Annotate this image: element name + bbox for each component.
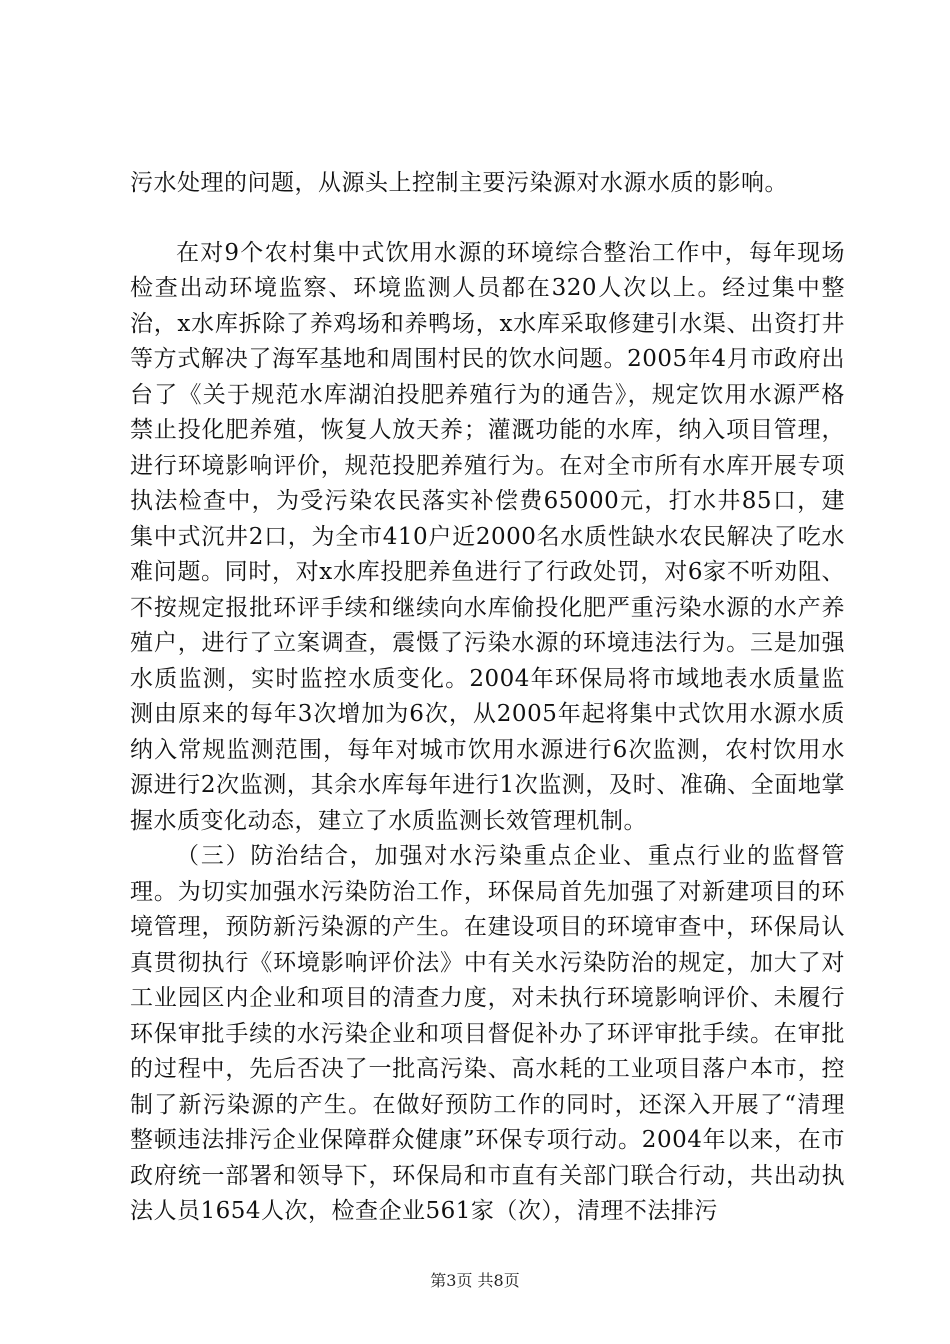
page-number-footer: 第3页 共8页 bbox=[430, 1271, 520, 1290]
document-body bbox=[130, 166, 845, 1230]
paragraph-prevention-and-control: （三）防治结合，加强对水污染重点企业、重点行业的监督管理。为切实加强水污染防治工作，环保局首先加强了对新建项目的环境管理，预防新污染源的产生。在建设项目的环境审查中，环保局认真贯彻执行《环境影响评价法》中有关水污染防治的规定，加大了对工业园区内企业和项目的清查力度，对未执行环境影响评价、未履行环保审批手续的水污染企业和项目督促补办了环评审批手续。在审批的过程中，先后否决了一批高污染、高水耗的工业项目落户本市，控制了新污染源的产生。在做好预防工作的同时，还深入开展了“清理整顿违法排污企业保障群众健康”环保专项行动。2004年以来，在市政府统一部署和领导下，环保局和市直有关部门联合行动，共出动执法人员1654人次，检查企业561家（次），清理不法排污 bbox=[130, 843, 845, 1224]
paragraph-rural-water-sources: 在对9个农村集中式饮用水源的环境综合整治工作中，每年现场检查出动环境监察、环境监测人员都在320人次以上。经过集中整治，x水库拆除了养鸡场和养鸭场，x水库采取修建引水渠、出资打井等方式解决了海军基地和周围村民的饮水问题。2005年4月市政府出台了《关于规范水库湖泊投肥养殖行为的通告》，规定饮用水源严格禁止投化肥养殖，恢复人放天养；灌溉功能的水库，纳入项目管理，进行环境影响评价，规范投肥养殖行为。在对全市所有水库开展专项执法检查中，为受污染农民落实补偿费65000元，打水井85口，建集中式沉井2口，为全市410户近2000名水质性缺水农民解决了吃水难问题。同时，对x水库投肥养鱼进行了行政处罚，对6家不听劝阻、不按规定报批环评手续和继续向水库偷投化肥严重污染水源的水产养殖户，进行了立案调查，震慑了污染水源的环境违法行为。三是加强水质监测，实时监控水质变化。2004年环保局将市域地表水质量监测由原来的每年3次增加为6次，从2005年起将集中式饮用水源水质纳入常规监测范围，每年对城市饮用水源进行6次监测，农村饮用水源进行2次监测，其余水库每年进行1次监测，及时、准确、全面地掌握水质变化动态，建立了水质监测长效管理机制。 bbox=[130, 239, 845, 834]
paragraph-continuation: 污水处理的问题，从源头上控制主要污染源对水源水质的影响。 bbox=[130, 170, 788, 196]
